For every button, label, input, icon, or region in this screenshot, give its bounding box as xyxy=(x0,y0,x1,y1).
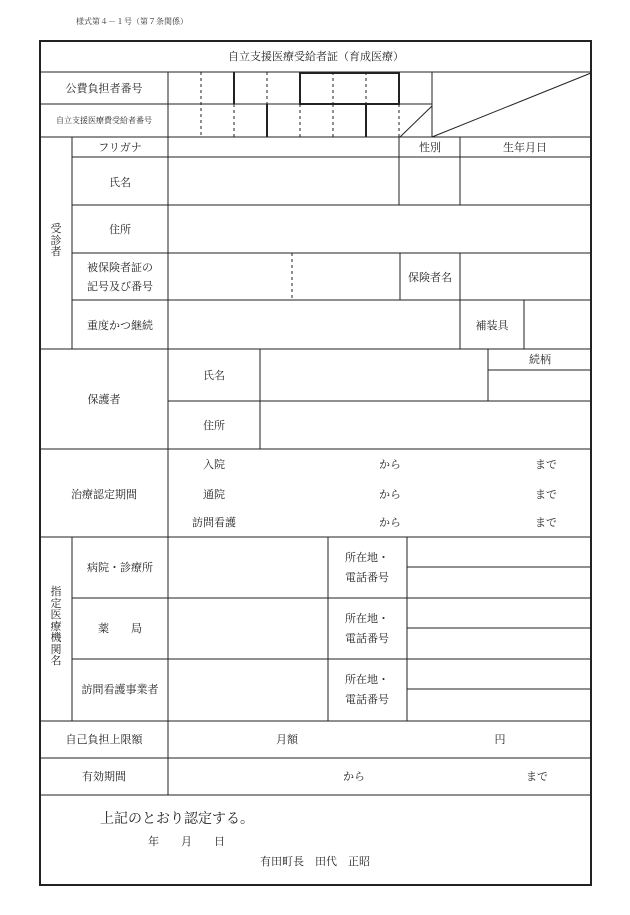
insurer-name-label: 保険者名 xyxy=(408,271,452,284)
relationship-label: 続柄 xyxy=(529,353,551,366)
limit-label: 自己負担上限額 xyxy=(65,733,143,746)
certification-date: 年 月 日 xyxy=(148,835,225,848)
validity-from: から xyxy=(343,770,365,783)
recipient-number-label: 自立支援医療費受給者番号 xyxy=(56,116,152,125)
outpatient-from: から xyxy=(379,488,401,501)
nursing-location-1: 所在地・ xyxy=(345,673,389,686)
hospital-location-1: 所在地・ xyxy=(345,551,389,564)
pharmacy-location-1: 所在地・ xyxy=(345,612,389,625)
severe-continuous-label: 重度かつ継続 xyxy=(87,319,153,332)
furigana-label: フリガナ xyxy=(98,141,142,154)
outpatient-to: まで xyxy=(535,488,557,501)
insurance-card-label-1: 被保険者証の xyxy=(87,261,153,274)
treatment-period-label: 治療認定期間 xyxy=(71,488,137,501)
birthdate-label: 生年月日 xyxy=(503,141,547,154)
monthly-label: 月額 xyxy=(276,733,298,746)
inpatient-label: 入院 xyxy=(203,458,225,471)
patient-name-label: 氏名 xyxy=(109,176,131,189)
validity-label: 有効期間 xyxy=(82,770,126,783)
home-nursing-label: 訪問看護 xyxy=(192,516,236,529)
guardian-address-label: 住所 xyxy=(203,419,225,432)
nursing-provider-label: 訪問看護事業者 xyxy=(81,683,159,696)
home-nursing-from: から xyxy=(379,516,401,529)
form-title: 自立支援医療受給者証（育成医療） xyxy=(228,50,404,63)
guardian-name-label: 氏名 xyxy=(203,369,225,382)
nursing-location-2: 電話番号 xyxy=(345,693,389,706)
outpatient-label: 通院 xyxy=(203,488,225,501)
pharmacy-label: 薬 局 xyxy=(98,622,142,635)
yen-label: 円 xyxy=(494,733,506,746)
hospital-location-2: 電話番号 xyxy=(345,571,389,584)
validity-to: まで xyxy=(526,770,548,783)
insurance-card-label-2: 記号及び番号 xyxy=(87,280,153,293)
institutions-section-label: 指定医療機関名 xyxy=(50,585,62,668)
mayor-signature: 有田町長 田代 正昭 xyxy=(260,855,370,868)
home-nursing-to: まで xyxy=(535,516,557,529)
inpatient-from: から xyxy=(379,458,401,471)
sex-label: 性別 xyxy=(419,141,441,154)
hospital-label: 病院・診療所 xyxy=(87,561,153,574)
orthosis-label: 補装具 xyxy=(475,319,509,332)
form-caption: 様式第４－１号（第７条関係） xyxy=(76,17,188,26)
certification-statement: 上記のとおり認定する。 xyxy=(100,811,254,827)
patient-address-label: 住所 xyxy=(109,223,131,236)
patient-section-label: 受診者 xyxy=(50,222,62,259)
guardian-section-label: 保護者 xyxy=(87,393,121,406)
burden-number-label: 公費負担者番号 xyxy=(65,82,143,95)
pharmacy-location-2: 電話番号 xyxy=(345,632,389,645)
inpatient-to: まで xyxy=(535,458,557,471)
